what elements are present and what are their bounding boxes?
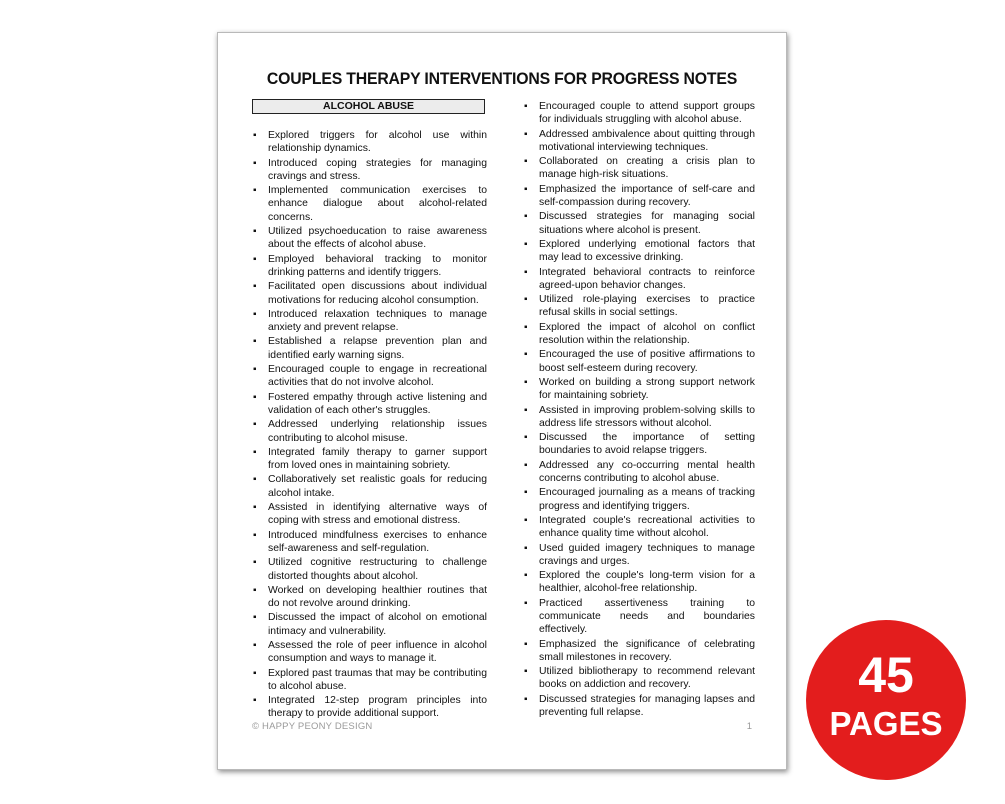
list-item: ▪ Introduced relaxation techniques to manage anxiety and prevent relapse. [251, 308, 487, 335]
list-item: ▪ Utilized cognitive restructuring to challenge distorted thoughts about alcohol. [251, 556, 487, 583]
list-item: ▪ Facilitated open discussions about individual motivations for reducing alcohol consumption. [251, 280, 487, 307]
badge-number: 45 [858, 647, 914, 703]
list-item: ▪ Emphasized the importance of self-care and self-compassion during recovery. [522, 183, 755, 210]
list-item: ▪ Encouraged couple to engage in recreational activities that do not involve alcohol. [251, 363, 487, 390]
list-item: ▪ Collaboratively set realistic goals for reducing alcohol intake. [251, 473, 487, 500]
list-item: ▪ Explored the impact of alcohol on conflict resolution within the relationship. [522, 321, 755, 348]
list-item: ▪ Practiced assertiveness training to communicate needs and boundaries effectively. [522, 597, 755, 637]
list-item: ▪ Collaborated on creating a crisis plan to manage high-risk situations. [522, 155, 755, 182]
list-item: ▪ Explored past traumas that may be contributing to alcohol abuse. [251, 667, 487, 694]
list-item: ▪ Encouraged the use of positive affirmations to boost self-esteem during recovery. [522, 348, 755, 375]
footer-copyright: © HAPPY PEONY DESIGN [252, 721, 373, 732]
list-item: ▪ Utilized role-playing exercises to practice refusal skills in social settings. [522, 293, 755, 320]
list-item: ▪ Discussed strategies for managing social situations where alcohol is present. [522, 210, 755, 237]
list-item: ▪ Introduced mindfulness exercises to enhance self-awareness and self-regulation. [251, 529, 487, 556]
list-item: ▪ Integrated family therapy to garner support from loved ones in maintaining sobriety. [251, 446, 487, 473]
list-item: ▪ Employed behavioral tracking to monitor drinking patterns and identify triggers. [251, 253, 487, 280]
list-item: ▪ Used guided imagery techniques to manage cravings and urges. [522, 542, 755, 569]
document-title: COUPLES THERAPY INTERVENTIONS FOR PROGRESS NOTES [266, 69, 738, 88]
list-item: ▪ Fostered empathy through active listening and validation of each other's struggles. [251, 391, 487, 418]
list-item: ▪ Utilized psychoeducation to raise awareness about the effects of alcohol abuse. [251, 225, 487, 252]
list-item: ▪ Worked on building a strong support network for maintaining sobriety. [522, 376, 755, 403]
list-item: ▪ Discussed the importance of setting boundaries to avoid relapse triggers. [522, 431, 755, 458]
left-column-list [251, 129, 487, 722]
list-item: ▪ Discussed strategies for managing lapses and preventing full relapse. [522, 693, 755, 720]
right-column-list [522, 100, 755, 720]
list-item: ▪ Explored the couple's long-term vision for a healthier, alcohol-free relationship. [522, 569, 755, 596]
list-item: ▪ Assisted in identifying alternative ways of coping with stress and emotional distress. [251, 501, 487, 528]
list-item: ▪ Integrated 12-step program principles into therapy to provide additional support. [251, 694, 487, 721]
page-count-badge [806, 620, 966, 780]
list-item: ▪ Assessed the role of peer influence in alcohol consumption and ways to manage it. [251, 639, 487, 666]
list-item: ▪ Implemented communication exercises to enhance dialogue about alcohol-related concerns. [251, 184, 487, 224]
list-item: ▪ Addressed underlying relationship issues contributing to alcohol misuse. [251, 418, 487, 445]
list-item: ▪ Addressed any co-occurring mental health concerns contributing to alcohol abuse. [522, 459, 755, 486]
section-heading: ALCOHOL ABUSE [252, 99, 485, 114]
document-page [217, 32, 787, 770]
list-item: ▪ Integrated couple's recreational activities to enhance quality time without alcohol. [522, 514, 755, 541]
list-item: ▪ Established a relapse prevention plan and identified early warning signs. [251, 335, 487, 362]
list-item: ▪ Emphasized the significance of celebrating small milestones in recovery. [522, 638, 755, 665]
page-number: 1 [746, 721, 752, 732]
list-item: ▪ Introduced coping strategies for managing cravings and stress. [251, 157, 487, 184]
list-item: ▪ Worked on developing healthier routines that do not revolve around drinking. [251, 584, 487, 611]
list-item: ▪ Encouraged journaling as a means of tracking progress and identifying triggers. [522, 486, 755, 513]
list-item: ▪ Explored triggers for alcohol use within relationship dynamics. [251, 129, 487, 156]
list-item: ▪ Assisted in improving problem-solving skills to address life stressors without alcohol. [522, 404, 755, 431]
list-item: ▪ Utilized bibliotherapy to recommend relevant books on addiction and recovery. [522, 665, 755, 692]
list-item: ▪ Encouraged couple to attend support groups for individuals struggling with alcohol abuse. [522, 100, 755, 127]
list-item: ▪ Explored underlying emotional factors that may lead to excessive drinking. [522, 238, 755, 265]
list-item: ▪ Discussed the impact of alcohol on emotional intimacy and vulnerability. [251, 611, 487, 638]
list-item: ▪ Addressed ambivalence about quitting through motivational interviewing techniques. [522, 128, 755, 155]
badge-label: PAGES [829, 705, 943, 742]
list-item: ▪ Integrated behavioral contracts to reinforce agreed-upon behavior changes. [522, 266, 755, 293]
